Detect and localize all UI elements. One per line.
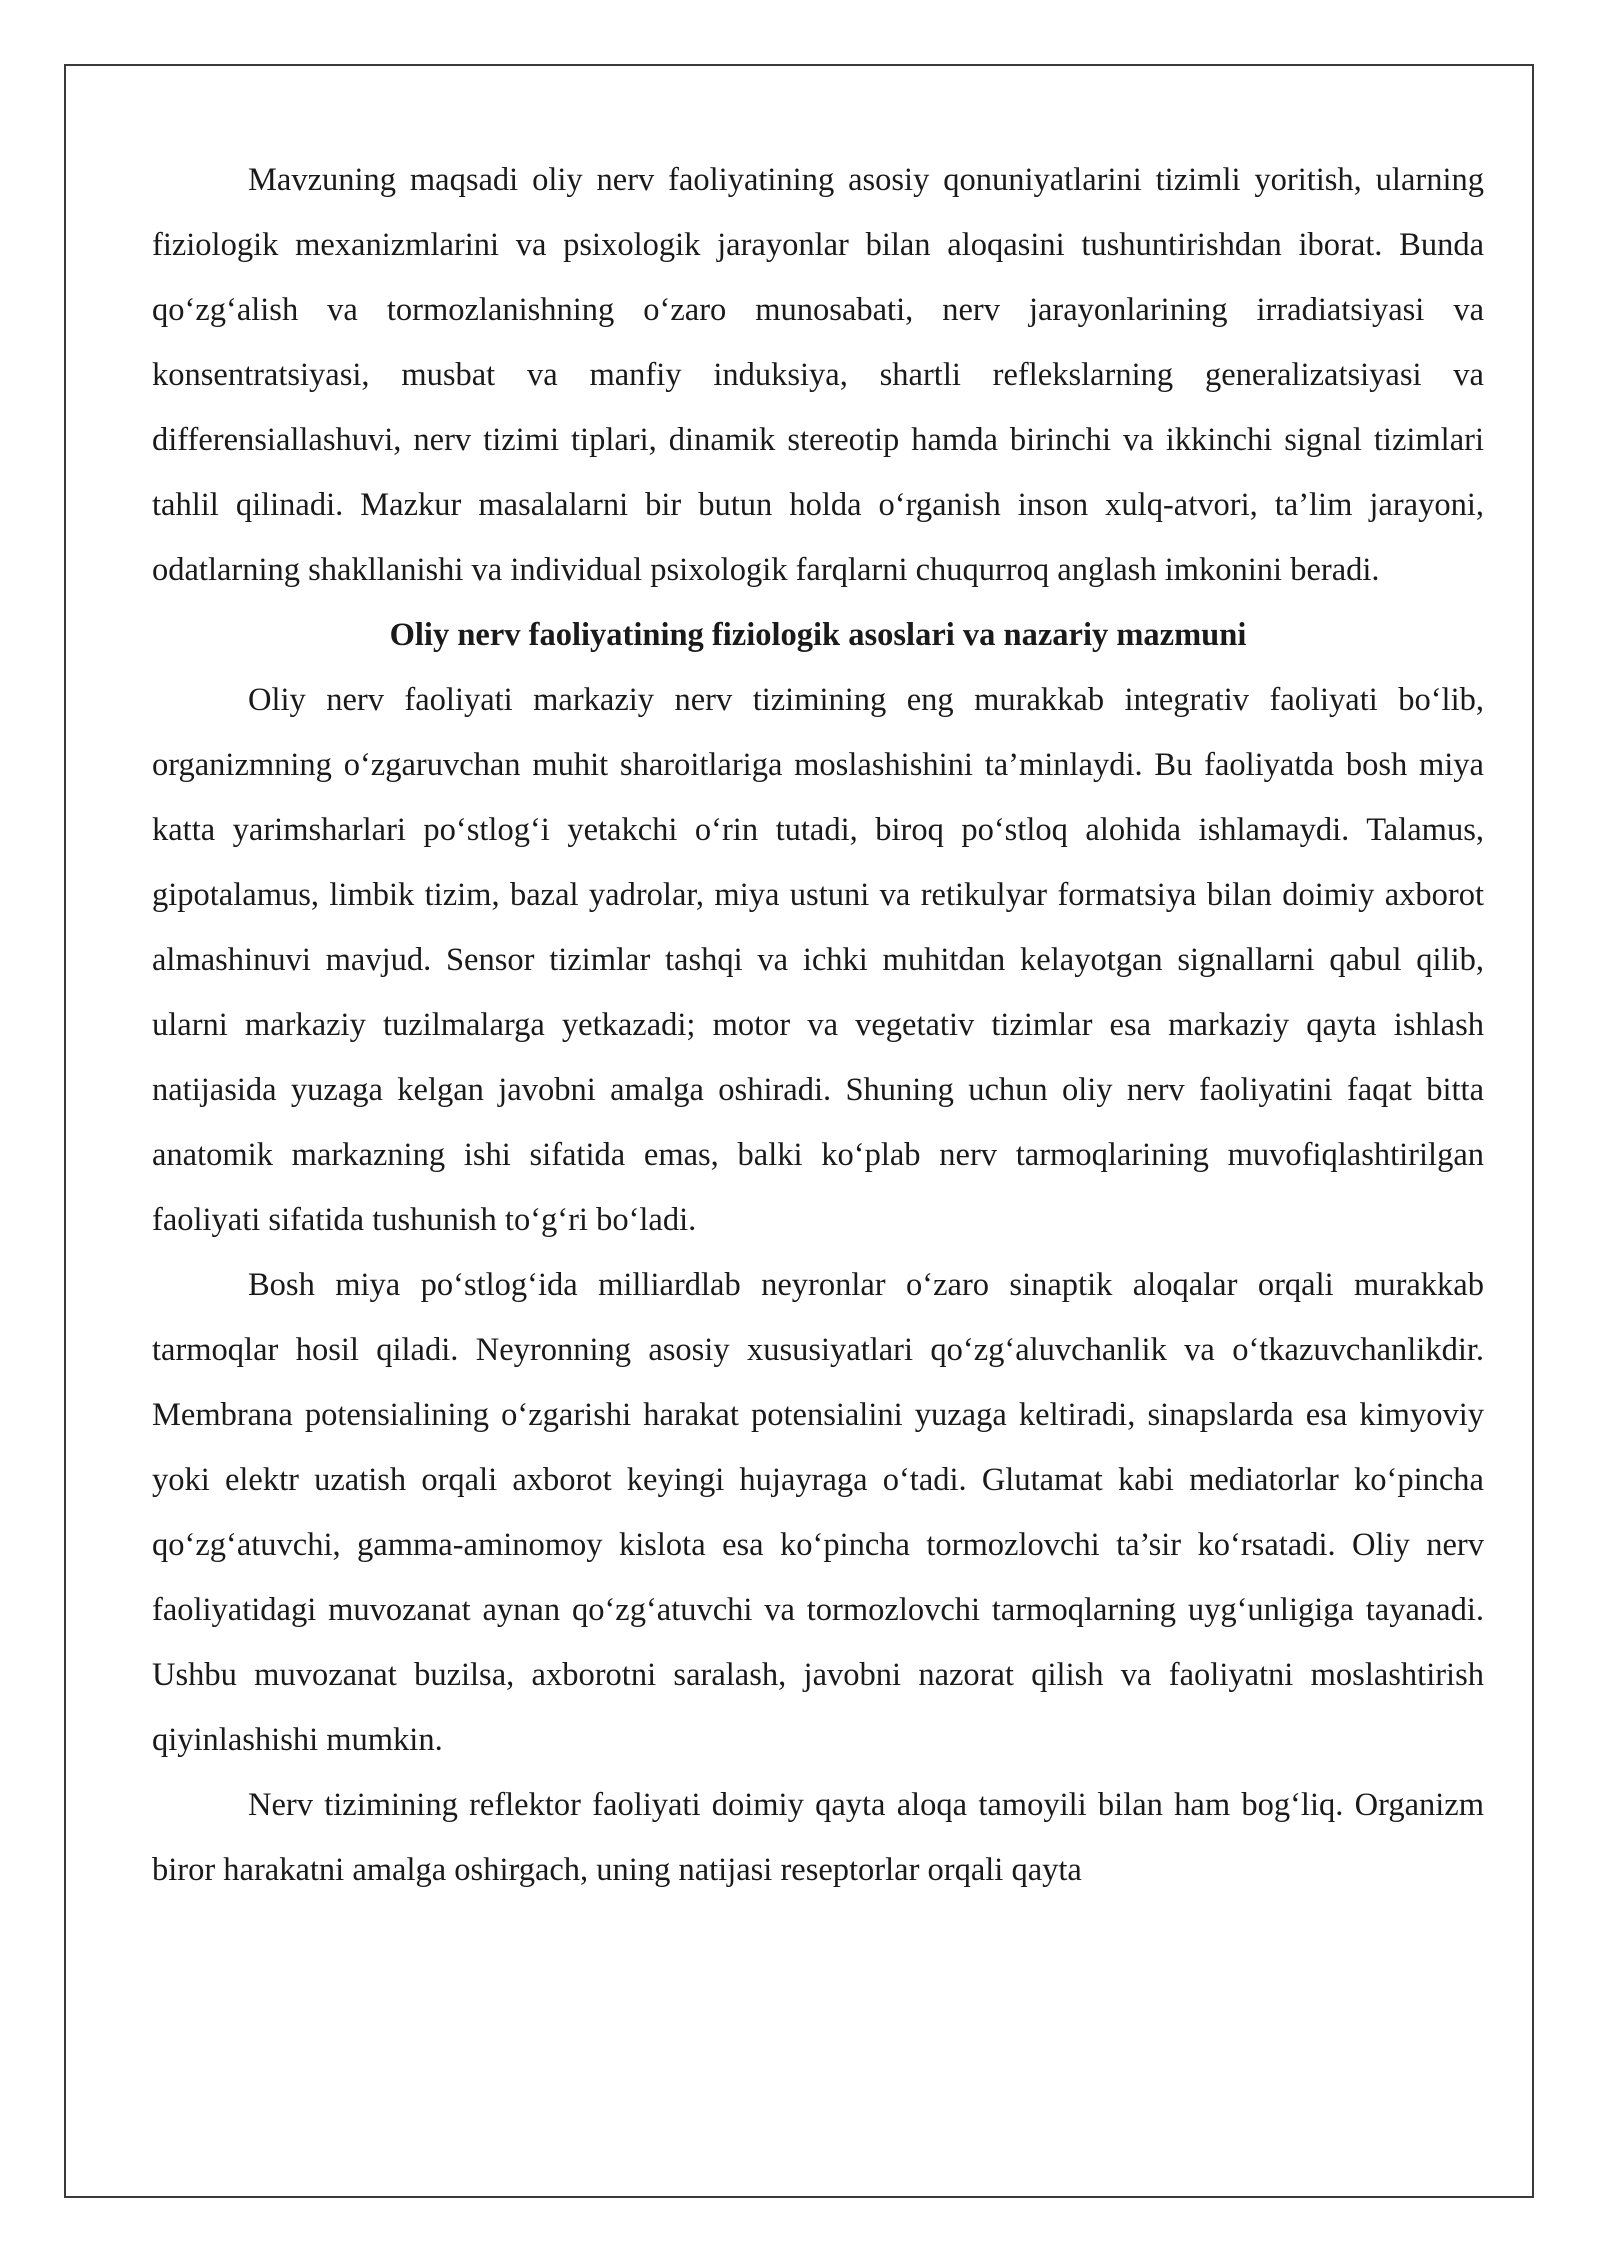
intro-paragraph: Mavzuning maqsadi oliy nerv faoliyatining asosiy qonuniyatlarini tizimli yoritish, ularning fiziologik mexanizmlarini va psixologik jarayonlar bilan aloqasini tushuntirishdan iborat. Bunda qo‘zg‘alish va tormozlanishning o‘zaro munosabati, nerv jarayonlarining irradiatsiyasi va konsentratsiyasi, musbat va manfiy induksiya, shartli reflekslarning generalizatsiyasi va differensiallashuvi, nerv tizimi tiplari, dinamik stereotip hamda birinchi va ikkinchi signal tizimlari tahlil qilinadi. Mazkur masalalarni bir butun holda o‘rganish inson xulq-atvori, ta’lim jarayoni, odatlarning shakllanishi va individual psixologik farqlarni chuqurroq anglash imkonini beradi.: [152, 162, 1484, 588]
section-heading: Oliy nerv faoliyatining fiziologik asoslari va nazariy mazmuni: [389, 617, 1247, 653]
body-paragraph-3: Nerv tizimining reflektor faoliyati doimiy qayta aloqa tamoyili bilan ham bog‘liq. Organizm biror harakatni amalga oshirgach, uning natijasi reseptorlar orqali qayta: [152, 1787, 1484, 1888]
document-body: [152, 148, 1484, 1903]
body-paragraph-2: Bosh miya po‘stlog‘ida milliardlab neyronlar o‘zaro sinaptik aloqalar orqali murakkab tarmoqlar hosil qiladi. Neyronning asosiy xususiyatlari qo‘zg‘aluvchanlik va o‘tkazuvchanlikdir. Membrana potensialining o‘zgarishi harakat potensialini yuzaga keltiradi, sinapslarda esa kimyoviy yoki elektr uzatish orqali axborot keyingi hujayraga o‘tadi. Glutamat kabi mediatorlar ko‘pincha qo‘zg‘atuvchi, gamma-aminomoy kislota esa ko‘pincha tormozlovchi ta’sir ko‘rsatadi. Oliy nerv faoliyatidagi muvozanat aynan qo‘zg‘atuvchi va tormozlovchi tarmoqlarning uyg‘unligiga tayanadi. Ushbu muvozanat buzilsa, axborotni saralash, javobni nazorat qilish va faoliyatni moslashtirish qiyinlashishi mumkin.: [152, 1267, 1484, 1758]
body-paragraph-1: Oliy nerv faoliyati markaziy nerv tizimining eng murakkab integrativ faoliyati bo‘lib, organizmning o‘zgaruvchan muhit sharoitlariga moslashishini ta’minlaydi. Bu faoliyatda bosh miya katta yarimsharlari po‘stlog‘i yetakchi o‘rin tutadi, biroq po‘stloq alohida ishlamaydi. Talamus, gipotalamus, limbik tizim, bazal yadrolar, miya ustuni va retikulyar formatsiya bilan doimiy axborot almashinuvi mavjud. Sensor tizimlar tashqi va ichki muhitdan kelayotgan signallarni qabul qilib, ularni markaziy tuzilmalarga yetkazadi; motor va vegetativ tizimlar esa markaziy qayta ishlash natijasida yuzaga kelgan javobni amalga oshiradi. Shuning uchun oliy nerv faoliyatini faqat bitta anatomik markazning ishi sifatida emas, balki ko‘plab nerv tarmoqlarining muvofiqlashtirilgan faoliyati sifatida tushunish to‘g‘ri bo‘ladi.: [152, 682, 1484, 1238]
